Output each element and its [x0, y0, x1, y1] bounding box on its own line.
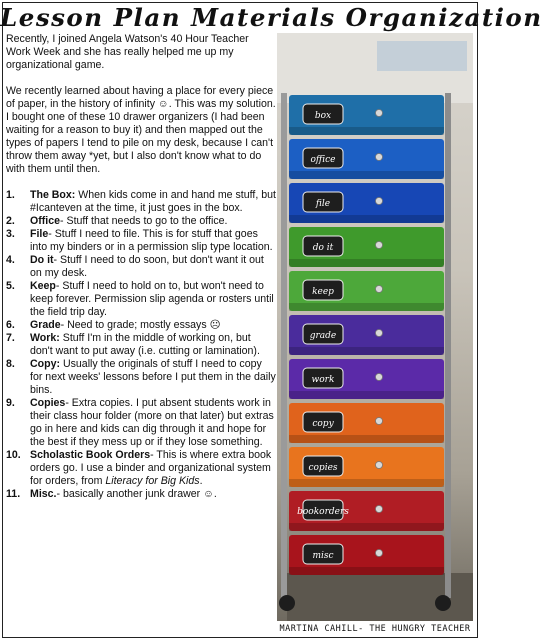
drawer-label-text: work [311, 375, 335, 385]
drawer-knob [376, 110, 383, 117]
drawer-shadow [289, 303, 444, 311]
wheel-right [435, 595, 451, 611]
list-item [6, 228, 276, 254]
list-item-number: 1. [6, 189, 15, 201]
drawer-cart-photo [277, 33, 473, 621]
drawer-knob [376, 506, 383, 513]
list-item [6, 397, 276, 449]
list-item [6, 280, 276, 319]
list-item [6, 254, 276, 280]
drawer-bookorders [289, 491, 444, 531]
list-item [6, 358, 276, 397]
list-item-number: 9. [6, 397, 15, 409]
drawer-misc [289, 535, 444, 575]
cart-frame-left [281, 93, 287, 598]
drawer-label-text: file [315, 199, 331, 209]
list-item-body [30, 397, 276, 449]
drawer-label-text: grade [309, 331, 337, 341]
drawer-label-text: box [314, 111, 332, 121]
photo-credit: MARTINA CAHILL- THE HUNGRY TEACHER [279, 624, 471, 634]
list-item-description: - Stuff I need to do soon, but don't want it out on my desk. [30, 254, 264, 279]
list-item-number: 3. [6, 228, 15, 240]
list-item-description: Stuff I'm in the middle of working on, but don't want to put away (i.e. cutting or lamination). [30, 332, 260, 357]
list-item-description: Usually the originals of stuff I need to copy for next weeks' lessons before I put them in the daily bins. [30, 358, 276, 396]
list-item-name: Misc. [30, 488, 57, 500]
list-item [6, 488, 276, 501]
window-glare [377, 41, 467, 71]
list-item-name: Office [30, 215, 61, 227]
list-item-name: Scholastic Book Orders [30, 449, 151, 461]
drawer-file [289, 183, 444, 223]
list-item-number: 6. [6, 319, 15, 331]
drawer-knob [376, 286, 383, 293]
list-item-body [30, 488, 276, 501]
page-title: Lesson Plan Materials Organization [0, 3, 543, 32]
list-item-description: - basically another junk drawer ☺. [56, 488, 217, 500]
list-item-name: Copy: [30, 358, 61, 370]
drawer-knob [376, 462, 383, 469]
list-item-number: 5. [6, 280, 15, 292]
list-item-name: Do it [30, 254, 54, 266]
drawer-work [289, 359, 444, 399]
list-item-body [30, 358, 276, 397]
list-item-description: - Stuff I need to file. This is for stuff that goes into my binders or in a permission slip type location. [30, 228, 273, 253]
list-item-description: - Stuff I need to hold on to, but won't need to keep forever. Permission slip agenda or rosters until the field trip day. [30, 280, 274, 318]
list-item-body [30, 215, 276, 228]
text-column [6, 33, 276, 501]
list-item-body [30, 319, 276, 332]
drawer-knob [376, 418, 383, 425]
wheel-left [279, 595, 295, 611]
list-item-description: - Stuff that needs to go to the office. [60, 215, 228, 227]
list-item-name: Keep [30, 280, 56, 292]
drawer-label-text: do it [312, 243, 334, 253]
drawer-knob [376, 550, 383, 557]
drawer-label-text: copies [308, 463, 338, 473]
drawer-box [289, 95, 444, 135]
drawer-shadow [289, 171, 444, 179]
list-item-name: The Box: [30, 189, 76, 201]
drawer-office [289, 139, 444, 179]
list-item-number: 11. [6, 488, 21, 500]
list-item-number: 8. [6, 358, 15, 370]
drawer-shadow [289, 391, 444, 399]
list-item-name: Grade [30, 319, 61, 331]
drawer-grade [289, 315, 444, 355]
list-item-number: 2. [6, 215, 15, 227]
drawer-cart-illustration [277, 33, 473, 621]
list-item-name: Work: [30, 332, 60, 344]
intro-paragraph: We recently learned about having a place for every piece of paper, in the history of infinity ☺. This was my solution. I bought one of these 10 drawer organizers (I had been waiting for a reason to buy it) and then mapped out the types of papers I tend to pile on my desk, because I can't throw them away *yet, but I also don't know what to do with them until then. [6, 85, 276, 175]
drawer-shadow [289, 215, 444, 223]
list-item [6, 449, 276, 488]
list-item-body [30, 228, 276, 254]
drawer-label-text: bookorders [297, 507, 349, 517]
drawer-copy [289, 403, 444, 443]
list-item-body [30, 280, 276, 319]
drawer-list [6, 189, 276, 501]
drawer-knob [376, 198, 383, 205]
drawer-label-text: misc [312, 551, 334, 561]
list-item-description-end: . [199, 475, 203, 487]
list-item-body [30, 189, 276, 215]
drawer-knob [376, 330, 383, 337]
drawer-do-it [289, 227, 444, 267]
drawer-label-text: office [310, 155, 336, 165]
drawer-knob [376, 154, 383, 161]
drawer-label-text: copy [312, 419, 334, 429]
list-item-number: 4. [6, 254, 15, 266]
intro-section [6, 33, 276, 176]
cart-frame-right [445, 93, 451, 598]
list-item-body [30, 332, 276, 358]
list-item [6, 319, 276, 332]
drawer-keep [289, 271, 444, 311]
list-item [6, 189, 276, 215]
list-item-body [30, 449, 276, 488]
list-item-body [30, 254, 276, 280]
drawer-knob [376, 242, 383, 249]
drawer-shadow [289, 479, 444, 487]
list-item-description: - Extra copies. I put absent students work in their class hour folder (more on that later) but extras go in here and kids can dig through it and hope for the best if they mess up or if they lose something. [30, 397, 274, 448]
drawer-label-text: keep [312, 287, 334, 297]
list-item-number: 7. [6, 332, 15, 344]
drawer-shadow [289, 347, 444, 355]
list-item-description: - Need to grade; mostly essays ☹ [60, 319, 221, 331]
list-item-name: Copies [30, 397, 66, 409]
drawer-shadow [289, 567, 444, 575]
drawer-shadow [289, 435, 444, 443]
intro-paragraph: Recently, I joined Angela Watson's 40 Hour Teacher Work Week and she has really helped me up my organizational game. [6, 33, 249, 71]
list-item-description: - This is where extra book orders go. I use a binder and organizational system for orders, from [30, 449, 272, 487]
drawer-knob [376, 374, 383, 381]
drawer-stack [289, 95, 444, 575]
list-item-source-title: Literacy for Big Kids [105, 475, 200, 487]
list-item-description: When kids come in and hand me stuff, but #Icanteven at the time, it just goes in the box. [30, 189, 276, 214]
list-item-name: File [30, 228, 49, 240]
drawer-shadow [289, 259, 444, 267]
drawer-shadow [289, 523, 444, 531]
list-item [6, 332, 276, 358]
list-item-number: 10. [6, 449, 21, 461]
list-item [6, 215, 276, 228]
drawer-copies [289, 447, 444, 487]
drawer-shadow [289, 127, 444, 135]
